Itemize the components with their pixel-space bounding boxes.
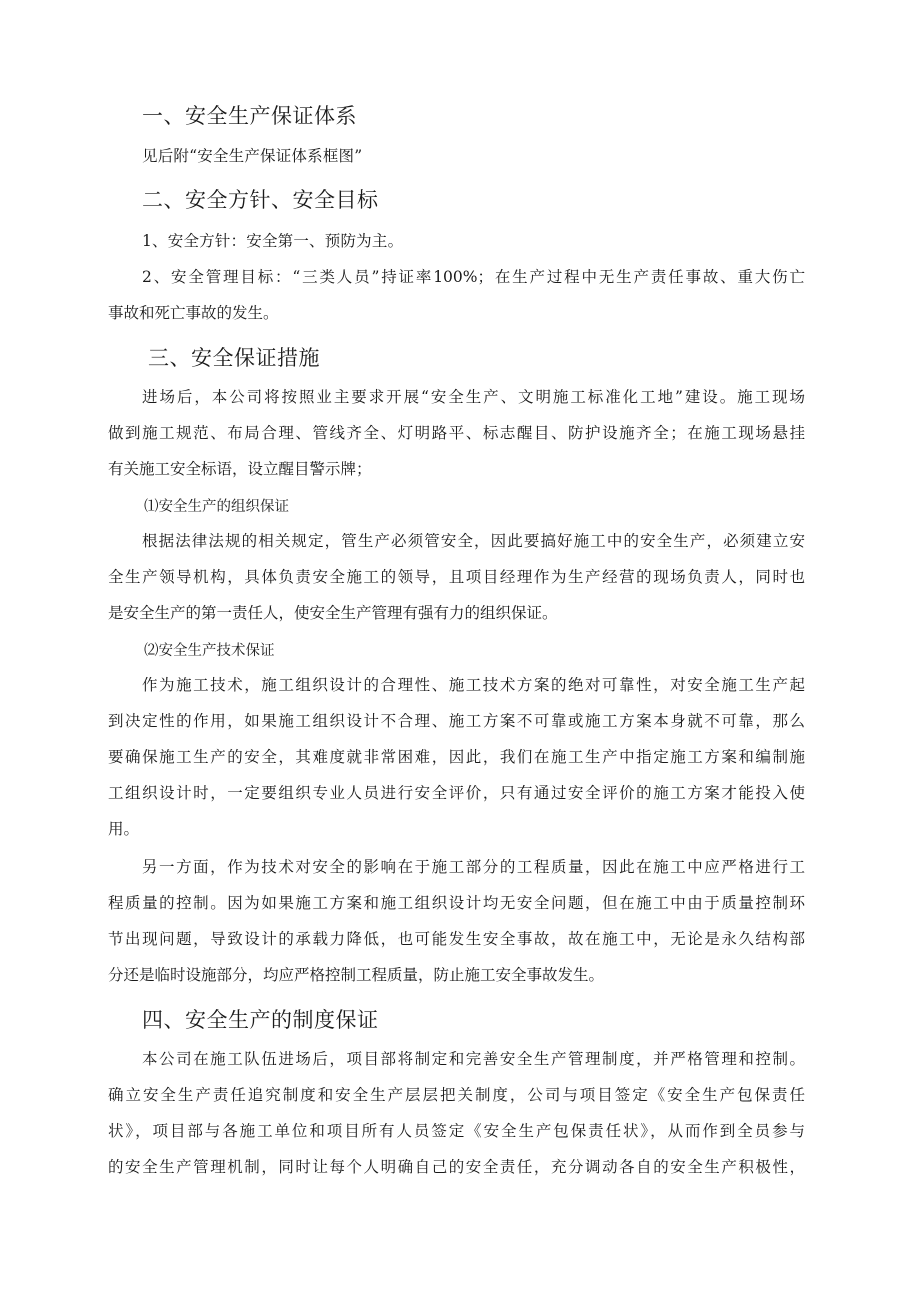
subsection-1-title: ⑴安全生产的组织保证 [144, 499, 289, 515]
safety-goal-line-cont: 事故和死亡事故的发生。 [108, 304, 279, 322]
subsection-2-p2-line: 另一方面，作为技术对安全的影响在于施工部分的工程质量，因此在施工中应严格进行工 [142, 858, 805, 876]
subsection-2-p1-line: 作为施工技术，施工组织设计的合理性、施工技术方案的绝对可靠性，对安全施工生产起 [142, 676, 805, 694]
subsection-2-p1-line: 工组织设计时，一定要组织专业人员进行安全评价，只有通过安全评价的施工方案才能投入使 [108, 784, 805, 802]
subsection-1-line: 是安全生产的第一责任人，使安全生产管理有强有力的组织保证。 [108, 604, 558, 622]
subsection-2-p2-line: 节出现问题，导致设计的承载力降低，也可能发生安全事故，故在施工中，无论是永久结构部 [108, 930, 805, 948]
section-4-line: 的安全生产管理机制，同时让每个人明确自己的安全责任，充分调动各自的安全生产积极性， [108, 1158, 805, 1176]
section-4-line: 确立安全生产责任追究制度和安全生产层层把关制度，公司与项目签定《安全生产包保责任 [108, 1086, 805, 1104]
section-4-line: 本公司在施工队伍进场后，项目部将制定和完善安全生产管理制度，并严格管理和控制。 [142, 1050, 805, 1068]
section-4-heading: 四、安全生产的制度保证 [142, 1008, 379, 1032]
subsection-2-title: ⑵安全生产技术保证 [144, 643, 275, 659]
section-3-intro-line: 进场后，本公司将按照业主要求开展“安全生产、文明施工标准化工地”建设。施工现场 [142, 388, 805, 406]
section-3-intro-line: 有关施工安全标语，设立醒目警示牌； [108, 460, 372, 478]
subsection-2-p1-line: 要确保施工生产的安全，其难度就非常困难，因此，我们在施工生产中指定施工方案和编制施 [108, 748, 805, 766]
section-3-heading: 三、安全保证措施 [148, 346, 320, 370]
section-4-line: 状》，项目部与各施工单位和项目所有人员签定《安全生产包保责任状》，从而作到全员参与 [108, 1122, 805, 1140]
subsection-2-p1-line: 到决定性的作用，如果施工组织设计不合理、施工方案不可靠或施工方案本身就不可靠，那么 [108, 712, 805, 730]
subsection-2-p2-line: 分还是临时设施部分，均应严格控制工程质量，防止施工安全事故发生。 [108, 966, 605, 984]
safety-policy-line: 1、安全方针：安全第一、预防为主。 [142, 232, 404, 250]
subsection-1-line: 全生产领导机构，具体负责安全施工的领导，且项目经理作为生产经营的现场负责人，同时也 [108, 568, 805, 586]
section-3-intro-line: 做到施工规范、布局合理、管线齐全、灯明路平、标志醒目、防护设施齐全；在施工现场悬挂 [108, 424, 805, 442]
subsection-2-p2-line: 程质量的控制。因为如果施工方案和施工组织设计均无安全问题，但在施工中由于质量控制环 [108, 894, 805, 912]
safety-goal-line: 2、安全管理目标：“三类人员”持证率100%；在生产过程中无生产责任事故、重大伤亡 [142, 268, 805, 286]
subsection-2-p1-line: 用。 [108, 820, 140, 838]
section-1-heading: 一、安全生产保证体系 [142, 104, 357, 128]
subsection-1-line: 根据法律法规的相关规定，管生产必须管安全，因此要搞好施工中的安全生产，必须建立安 [142, 532, 805, 550]
section-2-heading: 二、安全方针、安全目标 [142, 188, 379, 212]
section-1-line: 见后附“安全生产保证体系框图” [142, 147, 363, 165]
